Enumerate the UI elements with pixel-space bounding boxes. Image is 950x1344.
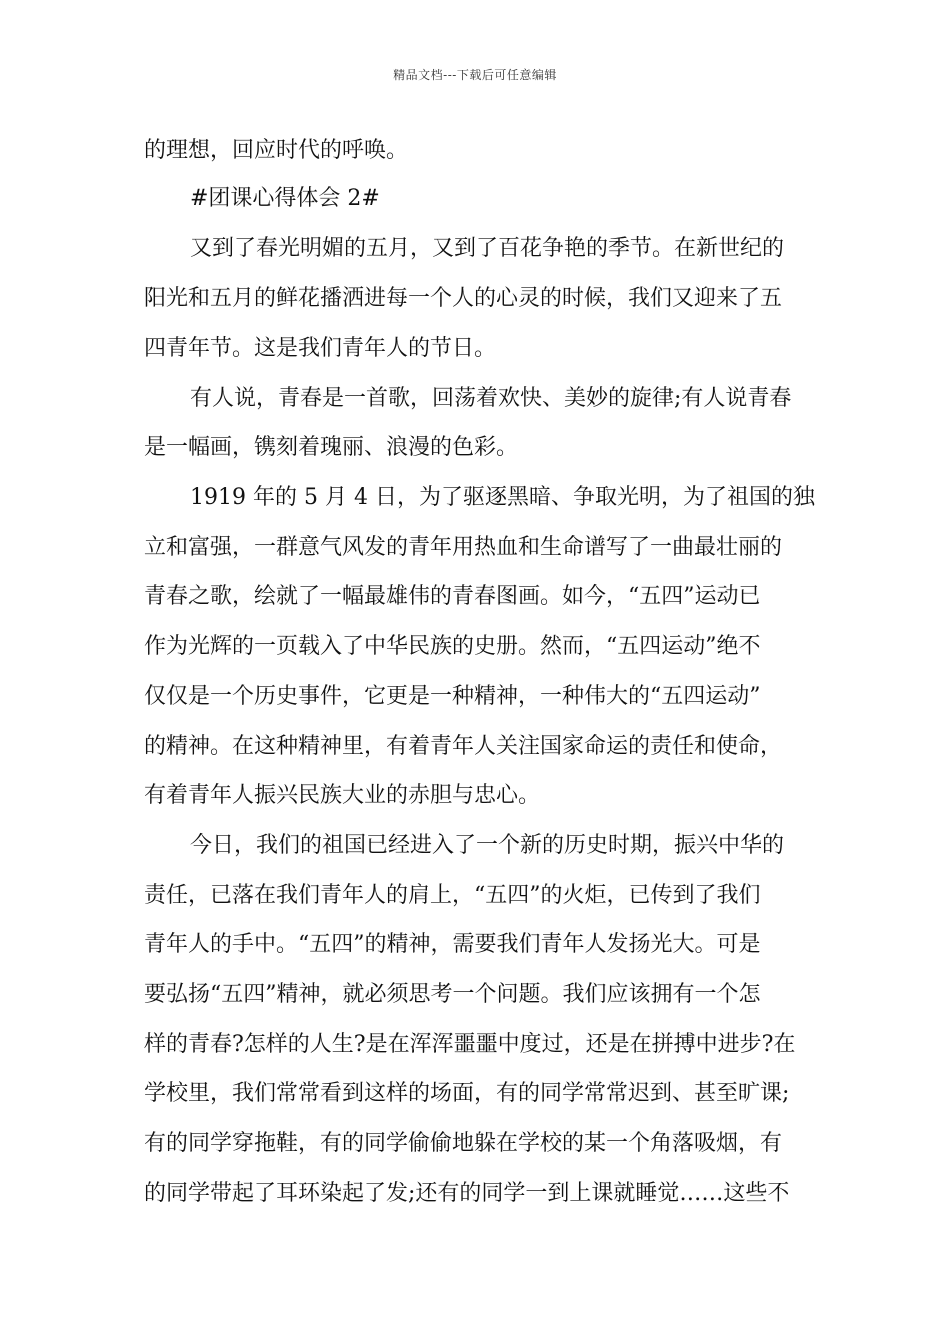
text-line: 立和富强，一群意气风发的青年用热血和生命谱写了一曲最壮丽的 bbox=[144, 535, 783, 560]
text-line: 的理想，回应时代的呼唤。 bbox=[144, 138, 409, 163]
text-line: 责任，已落在我们青年人的肩上，“五四”的火炬，已传到了我们 bbox=[144, 883, 761, 908]
text-line: 今日，我们的祖国已经进入了一个新的历史时期，振兴中华的 bbox=[190, 833, 785, 858]
text-line: 要弘扬“五四”精神，就必须思考一个问题。我们应该拥有一个怎 bbox=[144, 982, 761, 1007]
text-line: 青春之歌，绘就了一幅最雄伟的青春图画。如今，“五四”运动已 bbox=[144, 584, 761, 609]
text-line: 样的青春?怎样的人生?是在浑浑噩噩中度过，还是在拼搏中进步?在 bbox=[144, 1032, 796, 1057]
text-line: 的精神。在这种精神里，有着青年人关注国家命运的责任和使命， bbox=[144, 734, 783, 759]
text-line: 有着青年人振兴民族大业的赤胆与忠心。 bbox=[144, 783, 541, 808]
text-line: 有人说，青春是一首歌，回荡着欢快、美妙的旋律;有人说青春 bbox=[190, 386, 792, 411]
text-line: 的同学带起了耳环染起了发;还有的同学一到上课就睡觉……这些不 bbox=[144, 1181, 790, 1206]
text-line: 学校里，我们常常看到这样的场面，有的同学常常迟到、甚至旷课; bbox=[144, 1081, 790, 1106]
text-line: 青年人的手中。“五四”的精神，需要我们青年人发扬光大。可是 bbox=[144, 932, 761, 957]
text-line: 是一幅画，镌刻着瑰丽、浪漫的色彩。 bbox=[144, 435, 519, 460]
text-line: 作为光辉的一页载入了中华民族的史册。然而，“五四运动”绝不 bbox=[144, 634, 761, 659]
text-line: 又到了春光明媚的五月，又到了百花争艳的季节。在新世纪的 bbox=[190, 236, 785, 261]
page-header: 精品文档---下载后可任意编辑 bbox=[393, 68, 557, 82]
text-line: 四青年节。这是我们青年人的节日。 bbox=[144, 336, 497, 361]
text-line: 有的同学穿拖鞋，有的同学偷偷地躲在学校的某一个角落吸烟，有 bbox=[144, 1131, 783, 1156]
text-line: 仅仅是一个历史事件，它更是一种精神，一种伟大的“五四运动” bbox=[144, 684, 761, 709]
text-line: 阳光和五月的鲜花播洒进每一个人的心灵的时候，我们又迎来了五 bbox=[144, 286, 783, 311]
text-line: 1919 年的 5 月 4 日，为了驱逐黑暗、争取光明，为了祖国的独 bbox=[190, 485, 815, 510]
section-heading: #团课心得体会 2# bbox=[190, 186, 380, 211]
